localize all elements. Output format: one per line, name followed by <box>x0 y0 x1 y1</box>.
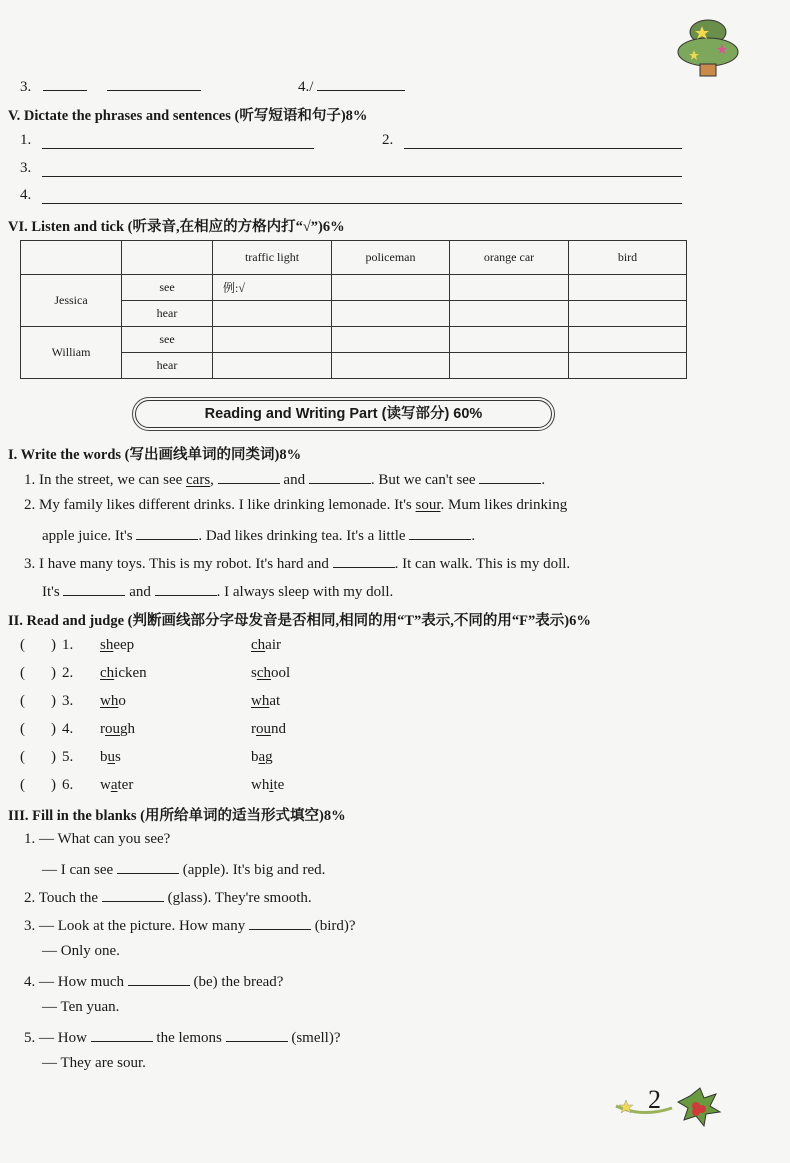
table-corner-2 <box>122 241 213 275</box>
judge-word-2: round <box>251 721 286 737</box>
answer-paren[interactable]: ( <box>20 749 25 765</box>
text: . But we can't see <box>370 472 476 488</box>
blank[interactable] <box>409 525 471 540</box>
blank[interactable] <box>117 859 179 874</box>
row-sub-hear: hear <box>122 353 213 379</box>
fill-line <box>24 915 356 935</box>
header-orange-car: orange car <box>450 241 569 275</box>
reading-writing-banner: Reading and Writing Part (读写部分) 60% <box>135 400 552 428</box>
part-iii-title: III. Fill in the blanks (用所给单词的适当形式填空)8% <box>8 808 346 824</box>
row-sub-hear: hear <box>122 301 213 327</box>
blank[interactable] <box>226 1027 288 1042</box>
dictate-item-1: 1. <box>20 132 32 148</box>
text: (bird)? <box>314 918 356 934</box>
blank-3b[interactable] <box>107 76 201 91</box>
dictate-line-2[interactable] <box>404 148 682 149</box>
top-row-4 <box>298 76 405 96</box>
text: (glass). They're smooth. <box>167 890 312 906</box>
section-vi-title: VI. Listen and tick (听录音,在相应的方格内打“√”)6% <box>8 219 345 235</box>
part-i-sentence-3b <box>42 581 393 601</box>
text: 3. I have many toys. This is my robot. It's hard and <box>24 556 329 572</box>
page-number: 2 <box>648 1085 661 1114</box>
underlined-word: cars <box>186 472 211 488</box>
fill-line: — Only one. <box>42 943 120 959</box>
blank[interactable] <box>333 553 395 568</box>
holly-decoration-icon <box>612 1078 732 1138</box>
judge-item: ( ) 6. <box>20 777 74 793</box>
judge-word-2: white <box>251 777 285 793</box>
blank[interactable] <box>128 971 190 986</box>
fill-line <box>42 859 325 879</box>
tick-cell[interactable] <box>450 327 569 353</box>
blank[interactable] <box>102 887 164 902</box>
blank-4[interactable] <box>317 76 405 91</box>
judge-number: 4. <box>62 721 74 737</box>
blank[interactable] <box>249 915 311 930</box>
fill-line: — Ten yuan. <box>42 999 120 1015</box>
judge-word-2: school <box>251 665 291 681</box>
judge-word-1: chicken <box>100 665 147 681</box>
judge-item: ( ) 5. <box>20 749 74 765</box>
example-cell: 例:√ <box>213 275 332 301</box>
blank[interactable] <box>91 1027 153 1042</box>
dictate-item-2: 2. <box>382 132 394 148</box>
answer-paren[interactable]: ( <box>20 665 25 681</box>
judge-word-2: bag <box>251 749 273 765</box>
judge-number: 6. <box>62 777 74 793</box>
text: 2. Touch the <box>24 890 99 906</box>
tick-cell[interactable] <box>569 327 687 353</box>
dictate-line-1[interactable] <box>42 148 314 149</box>
part-ii-title: II. Read and judge (判断画线部分字母发音是否相同,相同的用“T”表示,不同的用“F”表示)6% <box>8 613 591 629</box>
tree-decoration-icon <box>672 12 744 80</box>
judge-item: ( ) 2. <box>20 665 74 681</box>
text: . Dad likes drinking tea. It's a little <box>198 528 406 544</box>
tick-cell[interactable] <box>213 301 332 327</box>
part-i-sentence-3 <box>24 553 570 573</box>
dictate-item-3: 3. <box>20 160 32 176</box>
tick-cell[interactable] <box>450 275 569 301</box>
item-4-label: 4./ <box>298 79 314 95</box>
underlined-word: sour <box>415 497 441 513</box>
text: 2. My family likes different drinks. I like drinking lemonade. It's <box>24 497 412 513</box>
part-i-sentence-1 <box>24 469 545 489</box>
judge-word-1: who <box>100 693 126 709</box>
fill-line: — They are sour. <box>42 1055 146 1071</box>
tick-cell[interactable] <box>569 301 687 327</box>
text: 1. In the street, we can see <box>24 472 183 488</box>
text: 4. — How much <box>24 974 124 990</box>
fill-line <box>24 971 283 991</box>
judge-word-2: chair <box>251 637 281 653</box>
text: and <box>129 584 151 600</box>
table-corner <box>21 241 122 275</box>
tick-cell[interactable] <box>332 275 450 301</box>
answer-paren[interactable]: ( <box>20 777 25 793</box>
tick-cell[interactable] <box>569 275 687 301</box>
tick-cell[interactable] <box>450 301 569 327</box>
tick-cell[interactable] <box>332 353 450 379</box>
text: . <box>471 528 476 544</box>
text: It's <box>42 584 60 600</box>
answer-paren[interactable]: ( <box>20 637 25 653</box>
tick-cell[interactable] <box>213 327 332 353</box>
listen-tick-table <box>20 240 687 379</box>
judge-word-1: bus <box>100 749 121 765</box>
judge-number: 2. <box>62 665 74 681</box>
text: (smell)? <box>291 1030 341 1046</box>
top-row <box>20 76 201 96</box>
answer-paren[interactable]: ( <box>20 693 25 709</box>
section-v-title: V. Dictate the phrases and sentences (听写短语和句子)8% <box>8 108 368 124</box>
fill-line <box>24 1027 340 1047</box>
judge-number: 3. <box>62 693 74 709</box>
blank[interactable] <box>155 581 217 596</box>
part-i-sentence-2 <box>24 497 567 514</box>
row-name-jessica: Jessica <box>21 275 122 327</box>
judge-word-1: sheep <box>100 637 135 653</box>
text: 3. — Look at the picture. How many <box>24 918 246 934</box>
text: . I always sleep with my doll. <box>216 584 394 600</box>
text: apple juice. It's <box>42 528 133 544</box>
header-traffic-light: traffic light <box>213 241 332 275</box>
row-name-william: William <box>21 327 122 379</box>
part-i-sentence-2b <box>42 525 475 545</box>
text: (apple). It's big and red. <box>182 862 326 878</box>
dictate-line-3[interactable] <box>42 176 682 177</box>
blank-3a[interactable] <box>43 76 87 91</box>
text: . Mum likes drinking <box>440 497 568 513</box>
tick-cell[interactable] <box>332 301 450 327</box>
blank[interactable] <box>309 469 371 484</box>
header-bird: bird <box>569 241 687 275</box>
answer-paren[interactable]: ( <box>20 721 25 737</box>
tick-cell[interactable] <box>332 327 450 353</box>
header-policeman: policeman <box>332 241 450 275</box>
judge-item: ( ) 1. <box>20 637 74 653</box>
fill-line: 1. — What can you see? <box>24 831 171 847</box>
dictate-item-4: 4. <box>20 187 32 203</box>
blank[interactable] <box>63 581 125 596</box>
text: , <box>210 472 214 488</box>
judge-number: 5. <box>62 749 74 765</box>
tick-cell[interactable] <box>569 353 687 379</box>
blank[interactable] <box>218 469 280 484</box>
tick-cell[interactable] <box>450 353 569 379</box>
judge-word-1: water <box>100 777 134 793</box>
dictate-line-4[interactable] <box>42 203 682 204</box>
judge-item: ( ) 4. <box>20 721 74 737</box>
row-sub-see: see <box>122 327 213 353</box>
text: 5. — How <box>24 1030 87 1046</box>
blank[interactable] <box>136 525 198 540</box>
item-3-label: 3. <box>20 79 32 95</box>
judge-number: 1. <box>62 637 74 653</box>
text: — I can see <box>42 862 114 878</box>
row-sub-see: see <box>122 275 213 301</box>
judge-word-2: what <box>251 693 281 709</box>
tick-cell[interactable] <box>213 353 332 379</box>
judge-item: ( ) 3. <box>20 693 74 709</box>
text: (be) the bread? <box>193 974 284 990</box>
judge-word-1: rough <box>100 721 135 737</box>
text: and <box>283 472 306 488</box>
part-i-title: I. Write the words (写出画线单词的同类词)8% <box>8 447 302 463</box>
blank[interactable] <box>479 469 541 484</box>
fill-line <box>24 887 312 907</box>
text: the lemons <box>156 1030 222 1046</box>
text: . It can walk. This is my doll. <box>394 556 571 572</box>
text: . <box>541 472 546 488</box>
